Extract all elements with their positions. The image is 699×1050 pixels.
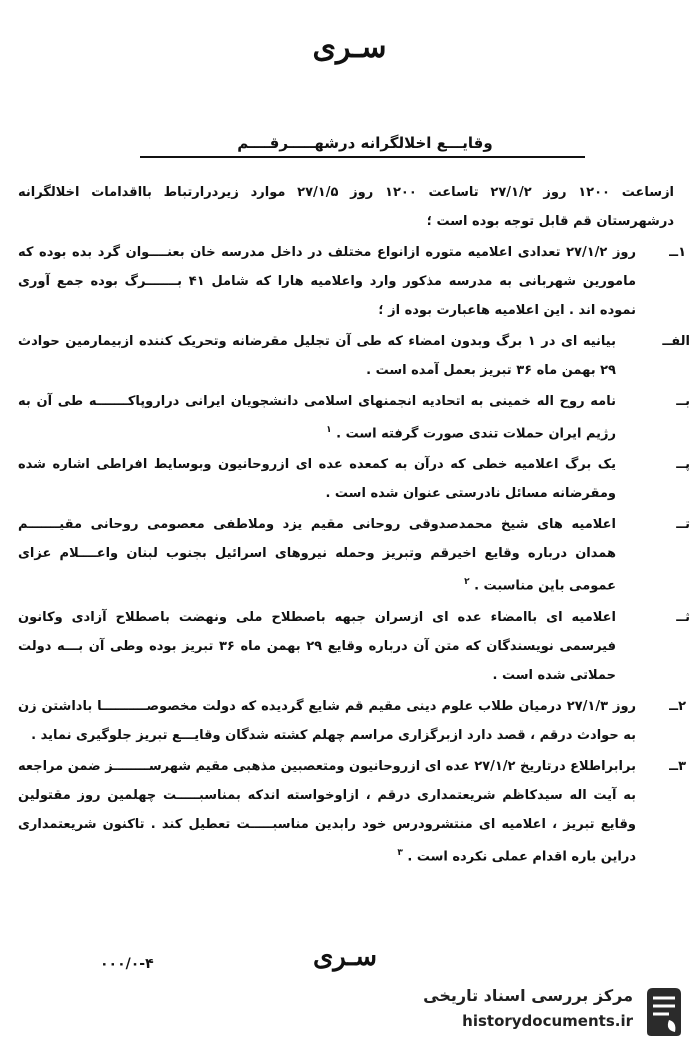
sub-item-text: اعلامیه ای باامضاء عده ای ازسران جبهه باصطلاح ملی ونهضت باصطلاح آزادی وکانون فیرسمی نویسندگان که متن آن درباره وقایع ۲۹ بهمن ماه ۳۶ تبریز بوده وطی آن بـــه دولت حملاتی شده است . [18,609,616,683]
footnote-marker: ۲ [464,577,470,588]
sub-item-letter: تــ [676,517,690,533]
sub-item-letter: الفــ [662,334,690,349]
sub-item-text: یک برگ اعلامیه خطی که درآن به کمعده عده ای ازروحانیون وبوسایط افراطی اشاره شده ومقرضانه مسائل نادرستی عنوان شده است . [18,457,616,502]
title-underline [140,156,585,158]
sub-item-pe [18,450,690,508]
item-text: برابراطلاع درتاریخ ۲۷/۱/۲ عده ای ازروحانیون ومتعصبین مذهبی مقیم شهرســــــــز ضمن مراجعه به آیت اله سیدکاظم شریعتمداری درقم ، ازاوخواسته اندکه بمناسبـــــت چهلمین روز مقتولین وقایع تبریز ، اعلامیه ای منتشرودرس خود رابدین مناسبـــــت تعطیل کند . تاکنون شریعتمداری دراین باره اقدام عملی نکرده است . [17,758,636,864]
archive-name-fa: مرکز بررسی اسناد تاریخی [423,986,633,1005]
sub-item-letter: پــ [676,457,690,473]
sub-item-text: نامه روح اله خمینی به اتحادیه انجمنهای اسلامی دانشجویان ایرانی دراروپاکـــــــه طی آن به رژیم ایران حملات تندی صورت گرفته است . [18,394,616,442]
document-title: وقایـــع اخلالگرانه درشهـــــرقــــم [237,134,493,152]
sub-item-be [18,387,690,448]
item-number: ۳ــ [669,758,686,774]
sub-item-text: اعلامیه های شیخ محمدصدوقی روحانی مقیم یزد وملاطفی معصومی روحانی مقیـــــــم همدان درباره وقایع اخیرقم وتبریز وحمله نیروهای اسرائیل بجنوب لبنان واعــــلام عزای عمومی باین مناسبت . [18,517,616,594]
sub-item-letter: بــ [676,394,690,409]
footnote-marker: ۱ [326,425,332,435]
sub-item-alef [18,327,690,385]
item-number: ۱ــ [669,245,686,260]
list-item-3 [18,752,686,871]
archive-watermark[interactable] [405,982,685,1042]
document-code: ۰۰۰/۰-۴ [100,956,154,972]
classification-header: سـری [312,30,387,65]
list-item-1 [18,238,686,325]
list-item-2 [18,692,686,750]
sub-item-letter: ثــ [676,609,690,625]
document-body [17,178,690,873]
document-archive-icon [641,984,685,1038]
sub-item-te [18,510,690,600]
item-text: روز ۲۷/۱/۳ درمیان طلاب علوم دینی مقیم قم شایع گردیده که دولت مخصوصــــــــــا باداشتن زن به حوادث درقم ، قصد دارد ازبرگزاری مراسم چهلم کشته شدگان وقایـــع تبریز جلوگیری نماید . [18,698,637,743]
item-number: ۲ــ [669,698,686,714]
archive-url[interactable]: historydocuments.ir [462,1012,633,1030]
classification-footer: سـری [312,942,378,972]
sub-item-text: بیانیه ای در ۱ برگ وبدون امضاء که طی آن تجلیل مقرضانه وتحریک کننده ازبیمارمین حوادث ۲۹ بهمن ماه ۳۶ تبریز بعمل آمده است . [18,334,616,378]
footnote-marker: ۳ [397,847,403,858]
item-text: روز ۲۷/۱/۲ تعدادی اعلامیه متوره ازانواع مختلف در داخل مدرسه خان بعنــــوان گرد بده بوده که مامورین شهربانی به مدرسه مذکور وارد واعلامیه هارا که شامل ۴۱ بـــــــرگ بوده جمع آوری نموده اند . این اعلامیه هاعبارت بوده از ؛ [18,245,636,318]
sub-item-se [18,603,690,690]
intro-paragraph: ازساعت ۱۲۰۰ روز ۲۷/۱/۲ تاساعت ۱۲۰۰ روز ۲۷/۱/۵ موارد زیردرارتباط بااقدامات اخلالگرانه درشهرستان قم قابل توجه بوده است ؛ [18,185,675,229]
